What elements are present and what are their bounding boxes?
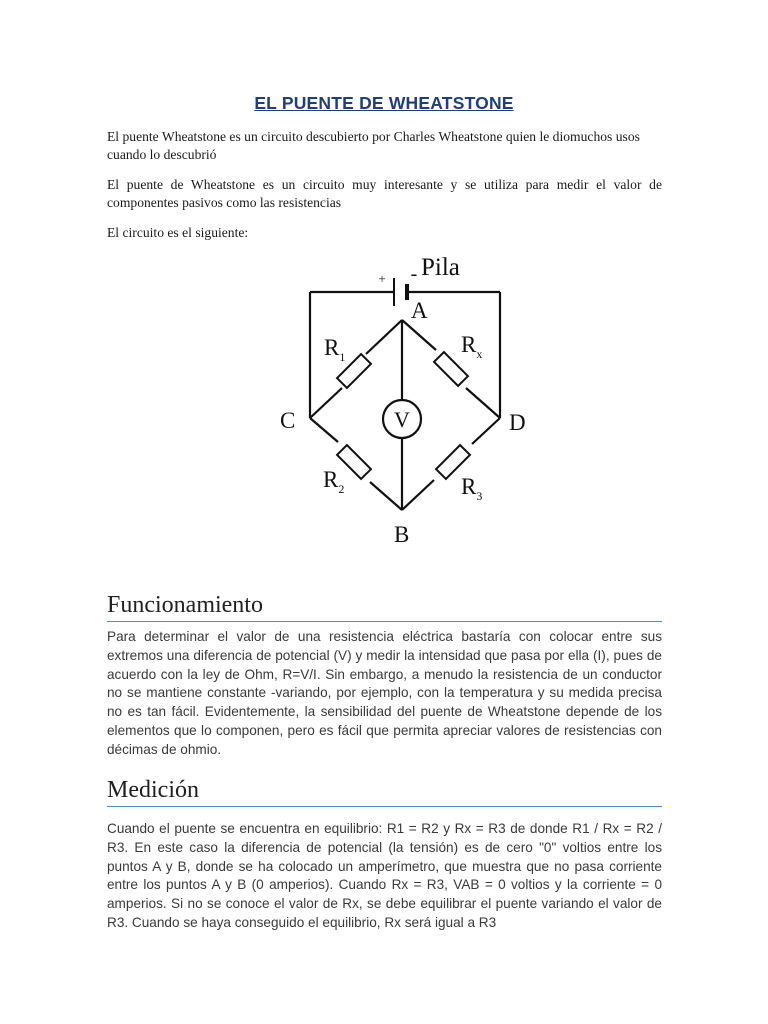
section-heading-funcionamiento: Funcionamiento [107, 592, 263, 618]
r3-label: $R_3$ [461, 474, 483, 503]
intro-paragraph-1: El puente Wheatstone es un circuito descubierto por Charles Wheatstone quien le diomuchos usos cuando lo descubrió [107, 129, 640, 162]
section-heading-medicion: Medición [107, 777, 199, 803]
section-body-funcionamiento: Para determinar el valor de una resistencia eléctrica bastaría con colocar entre sus extremos una diferencia de potencial (V) y medir la intensidad que pasa por ella (I), pues de acuerdo con la ley de Ohm, R=V/I. Sin embargo, a menudo la resistencia de un conductor no se mantiene constante -variando, por ejemplo, con la temperatura y su medida precisa no es tan fácil. Evidentemente, la sensibilidad del puente de Wheatstone depende de los elementos que lo componen, pero es fácil que permita apreciar valores de resistencias con décimas de ohmio. [107, 629, 662, 757]
r2-label: $R_2$ [323, 467, 345, 496]
resistor-r2 [337, 445, 371, 479]
r1-label: $R_1$ [324, 335, 346, 364]
battery-label: Pila [421, 254, 460, 281]
voltmeter-label: V [394, 407, 410, 432]
node-d-label: D [509, 410, 526, 435]
minus-sign: - [410, 263, 418, 285]
node-b-label: B [394, 522, 410, 547]
node-a-label: A [411, 298, 428, 323]
plus-sign: + [378, 271, 386, 286]
section-body-medicion: Cuando el puente se encuentra en equilibrio: R1 = R2 y Rx = R3 de donde R1 / Rx = R2 / R3. En este caso la diferencia de potencial (la tensión) es de cero "0" voltios entre los puntos A y B, donde se ha colocado un amperímetro, que muestra que no pasa corriente entre los puntos A y B (0 amperios). Cuando Rx = R3, VAB = 0 voltios y la corriente = 0 amperios. Si no se conoce el valor de Rx, se debe equilibrar el puente variando el valor de R3. Cuando se haya conseguido el equilibrio, Rx será igual a R3 [107, 821, 662, 930]
wheatstone-bridge-diagram [270, 250, 540, 555]
node-c-label: C [280, 408, 296, 433]
heading-rule [107, 806, 662, 807]
intro-paragraph-2: El puente de Wheatstone es un circuito muy interesante y se utiliza para medir el valor de componentes pasivos como las resistencias [107, 177, 662, 210]
resistor-rx [434, 352, 468, 386]
heading-rule [107, 621, 662, 622]
rx-label: $R_x$ [461, 332, 483, 361]
intro-paragraph-3: El circuito es el siguiente: [107, 225, 249, 240]
page-title: EL PUENTE DE WHEATSTONE [254, 93, 514, 113]
